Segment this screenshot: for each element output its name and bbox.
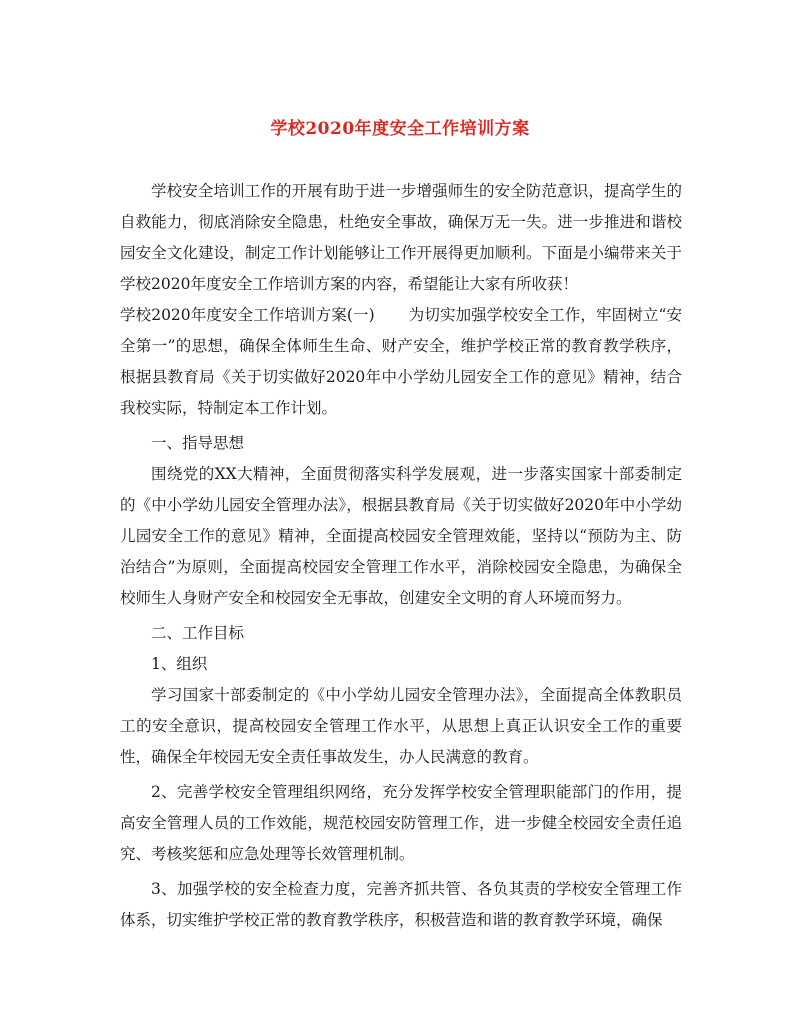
paragraph-organization: 学习国家十部委制定的《中小学幼儿园安全管理办法》，全面提高全体教职员工的安全意识，提高校园安全管理工作水平，从思想上真正认识安全工作的重要性，确保全年校园无安全责任事故发生，办人民满意的教育。 bbox=[120, 686, 682, 766]
heading-guiding-ideology: 一、指导思想 bbox=[151, 434, 245, 452]
section-opening: 为切实加强学校安全工作，牢固树立“安全第一”的思想，确保全体师生生命、财产安全，维护学校正常的教育教学秩序，根据县教育局《关于切实做好2020年中小学幼儿园安全工作的意见》精神，结合我校实际，特制定本工作计划。 bbox=[120, 306, 682, 417]
section-label: 学校2020年度安全工作培训方案(一) bbox=[120, 306, 375, 324]
paragraph-goal-2: 2、完善学校安全管理组织网络，充分发挥学校安全管理职能部门的作用，提高安全管理人员的工作效能，规范校园安防管理工作，进一步健全校园安全责任追究、考核奖惩和应急处理等长效管理机制。 bbox=[120, 783, 682, 863]
intro-paragraph: 学校安全培训工作的开展有助于进一步增强师生的安全防范意识，提高学生的自救能力，彻底消除安全隐患，杜绝安全事故，确保万无一失。进一步推进和谐校园安全文化建设，制定工作计划能够让工作开展得更加顺利。下面是小编带来关于学校2020年度安全工作培训方案的内容，希望能让大家有所收获！ bbox=[120, 182, 682, 293]
document-title: 学校2020年度安全工作培训方案 bbox=[270, 119, 530, 139]
heading-organization: 1、组织 bbox=[151, 655, 208, 673]
paragraph-guiding-ideology: 围绕党的XX大精神，全面贯彻落实科学发展观，进一步落实国家十部委制定的《中小学幼儿园安全管理办法》，根据县教育局《关于切实做好2020年中小学幼儿园安全工作的意见》精神，全面提高校园安全管理效能，坚持以“预防为主、防治结合”为原则，全面提高校园安全管理工作水平，消除校园安全隐患，为确保全校师生人身财产安全和校园安全无事故，创建安全文明的育人环境而努力。 bbox=[120, 465, 682, 607]
paragraph-goal-3: 3、加强学校的安全检查力度，完善齐抓共管、各负其责的学校安全管理工作体系，切实维护学校正常的教育教学秩序，积极营造和谐的教育教学环境，确保 bbox=[120, 880, 682, 929]
document-body bbox=[120, 176, 682, 936]
heading-work-goals: 二、工作目标 bbox=[151, 624, 245, 642]
section-paragraph bbox=[120, 300, 682, 424]
